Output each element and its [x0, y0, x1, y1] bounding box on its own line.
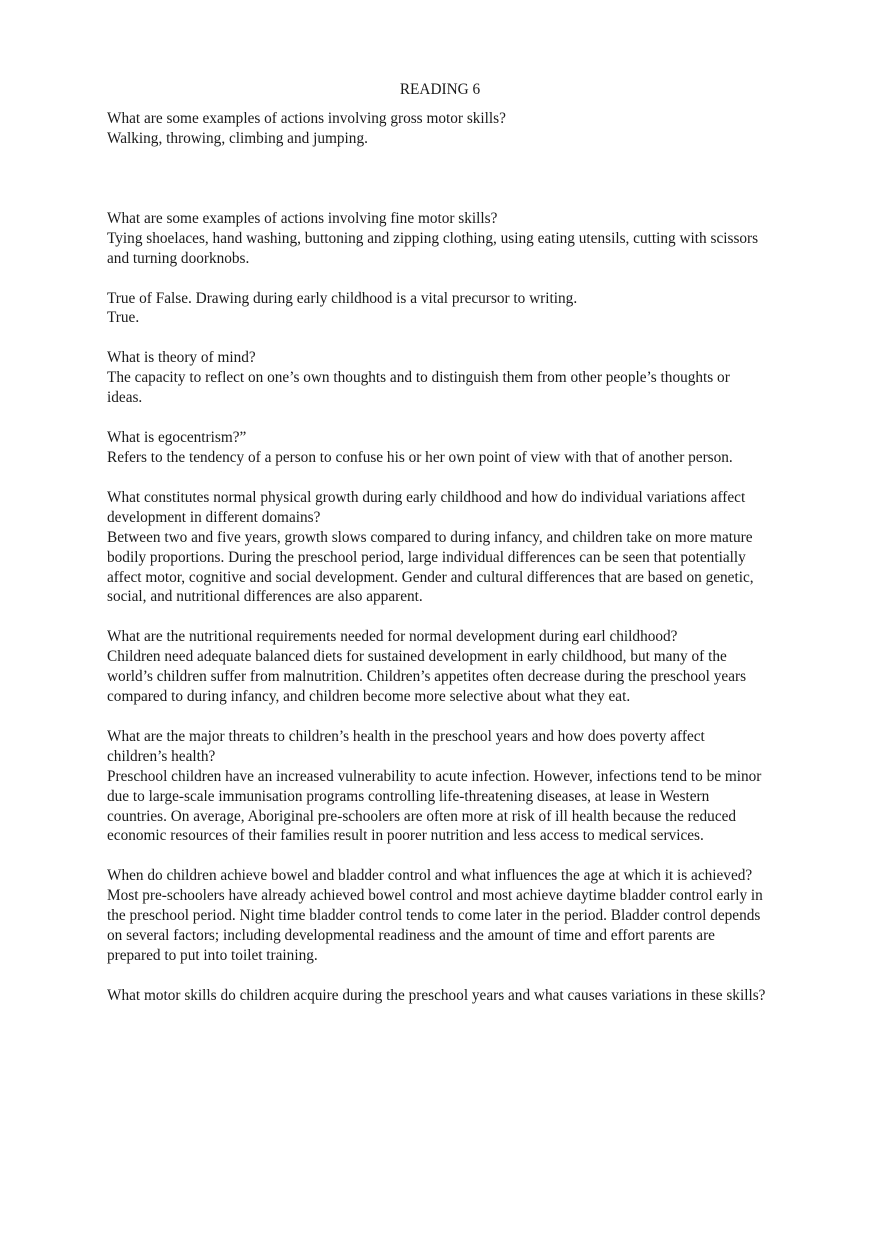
qa-item	[107, 348, 767, 408]
question-text: What motor skills do children acquire during the preschool years and what causes variations in these skills?	[107, 986, 766, 1004]
answer-text: Tying shoelaces, hand washing, buttoning and zipping clothing, using eating utensils, cutting with scissors and turning doorknobs.	[107, 229, 759, 267]
answer-text: Children need adequate balanced diets for sustained development in early childhood, but many of the world’s children suffer from malnutrition. Children’s appetites often decrease during the preschool years compared to during infancy, and children become more selective about what they eat.	[107, 648, 747, 706]
qa-item	[107, 109, 767, 149]
qa-item	[107, 627, 767, 707]
answer-text: Most pre-schoolers have already achieved bowel control and most achieve daytime bladder control early in the preschool period. Night time bladder control tends to come later in the period. Bladder control depends on several factors; including developmental readiness and the amount of time and effort parents are prepared to put into toilet training.	[107, 887, 763, 964]
answer-text: The capacity to reflect on one’s own thoughts and to distinguish them from other people’s thoughts or ideas.	[107, 369, 730, 407]
question-text: What are some examples of actions involving fine motor skills?	[107, 209, 498, 227]
qa-item	[107, 428, 767, 468]
question-text: What are some examples of actions involving gross motor skills?	[107, 110, 506, 127]
answer-text: Refers to the tendency of a person to confuse his or her own point of view with that of another person.	[107, 448, 733, 466]
answer-text: True.	[107, 309, 140, 327]
question-text: What are the major threats to children’s health in the preschool years and how does poverty affect children’s health?	[107, 727, 705, 765]
question-text: True of False. Drawing during early childhood is a vital precursor to writing.	[107, 289, 578, 307]
page-title: READING 6	[399, 81, 481, 98]
qa-item	[107, 289, 767, 329]
answer-text: Between two and five years, growth slows compared to during infancy, and children take on more mature bodily proportions. During the preschool period, large individual differences can be seen that potentially affect motor, cognitive and social development. Gender and cultural differences that are based on genetic, social, and nutritional differences are also apparent.	[107, 528, 754, 606]
qa-item	[107, 488, 767, 607]
question-text: What are the nutritional requirements needed for normal development during earl childhood?	[107, 628, 678, 646]
answer-text: Walking, throwing, climbing and jumping.	[107, 129, 368, 147]
qa-list	[107, 109, 767, 1006]
qa-item	[107, 986, 767, 1006]
qa-item	[107, 866, 767, 966]
question-text: What is egocentrism?”	[107, 429, 247, 447]
qa-item	[107, 209, 767, 269]
qa-item	[107, 727, 767, 846]
question-text: What constitutes normal physical growth during early childhood and how do individual variations affect development in different domains?	[107, 488, 746, 526]
question-text: When do children achieve bowel and bladder control and what influences the age at which it is achieved?	[107, 867, 753, 885]
question-text: What is theory of mind?	[107, 349, 256, 367]
answer-text: Preschool children have an increased vulnerability to acute infection. However, infections tend to be minor due to large-scale immunisation programs controlling life-threatening diseases, at lease in Western countries. On average, Aboriginal pre-schoolers are often more at risk of ill health because the reduced economic resources of their families result in poorer nutrition and less access to medical services.	[107, 767, 762, 845]
